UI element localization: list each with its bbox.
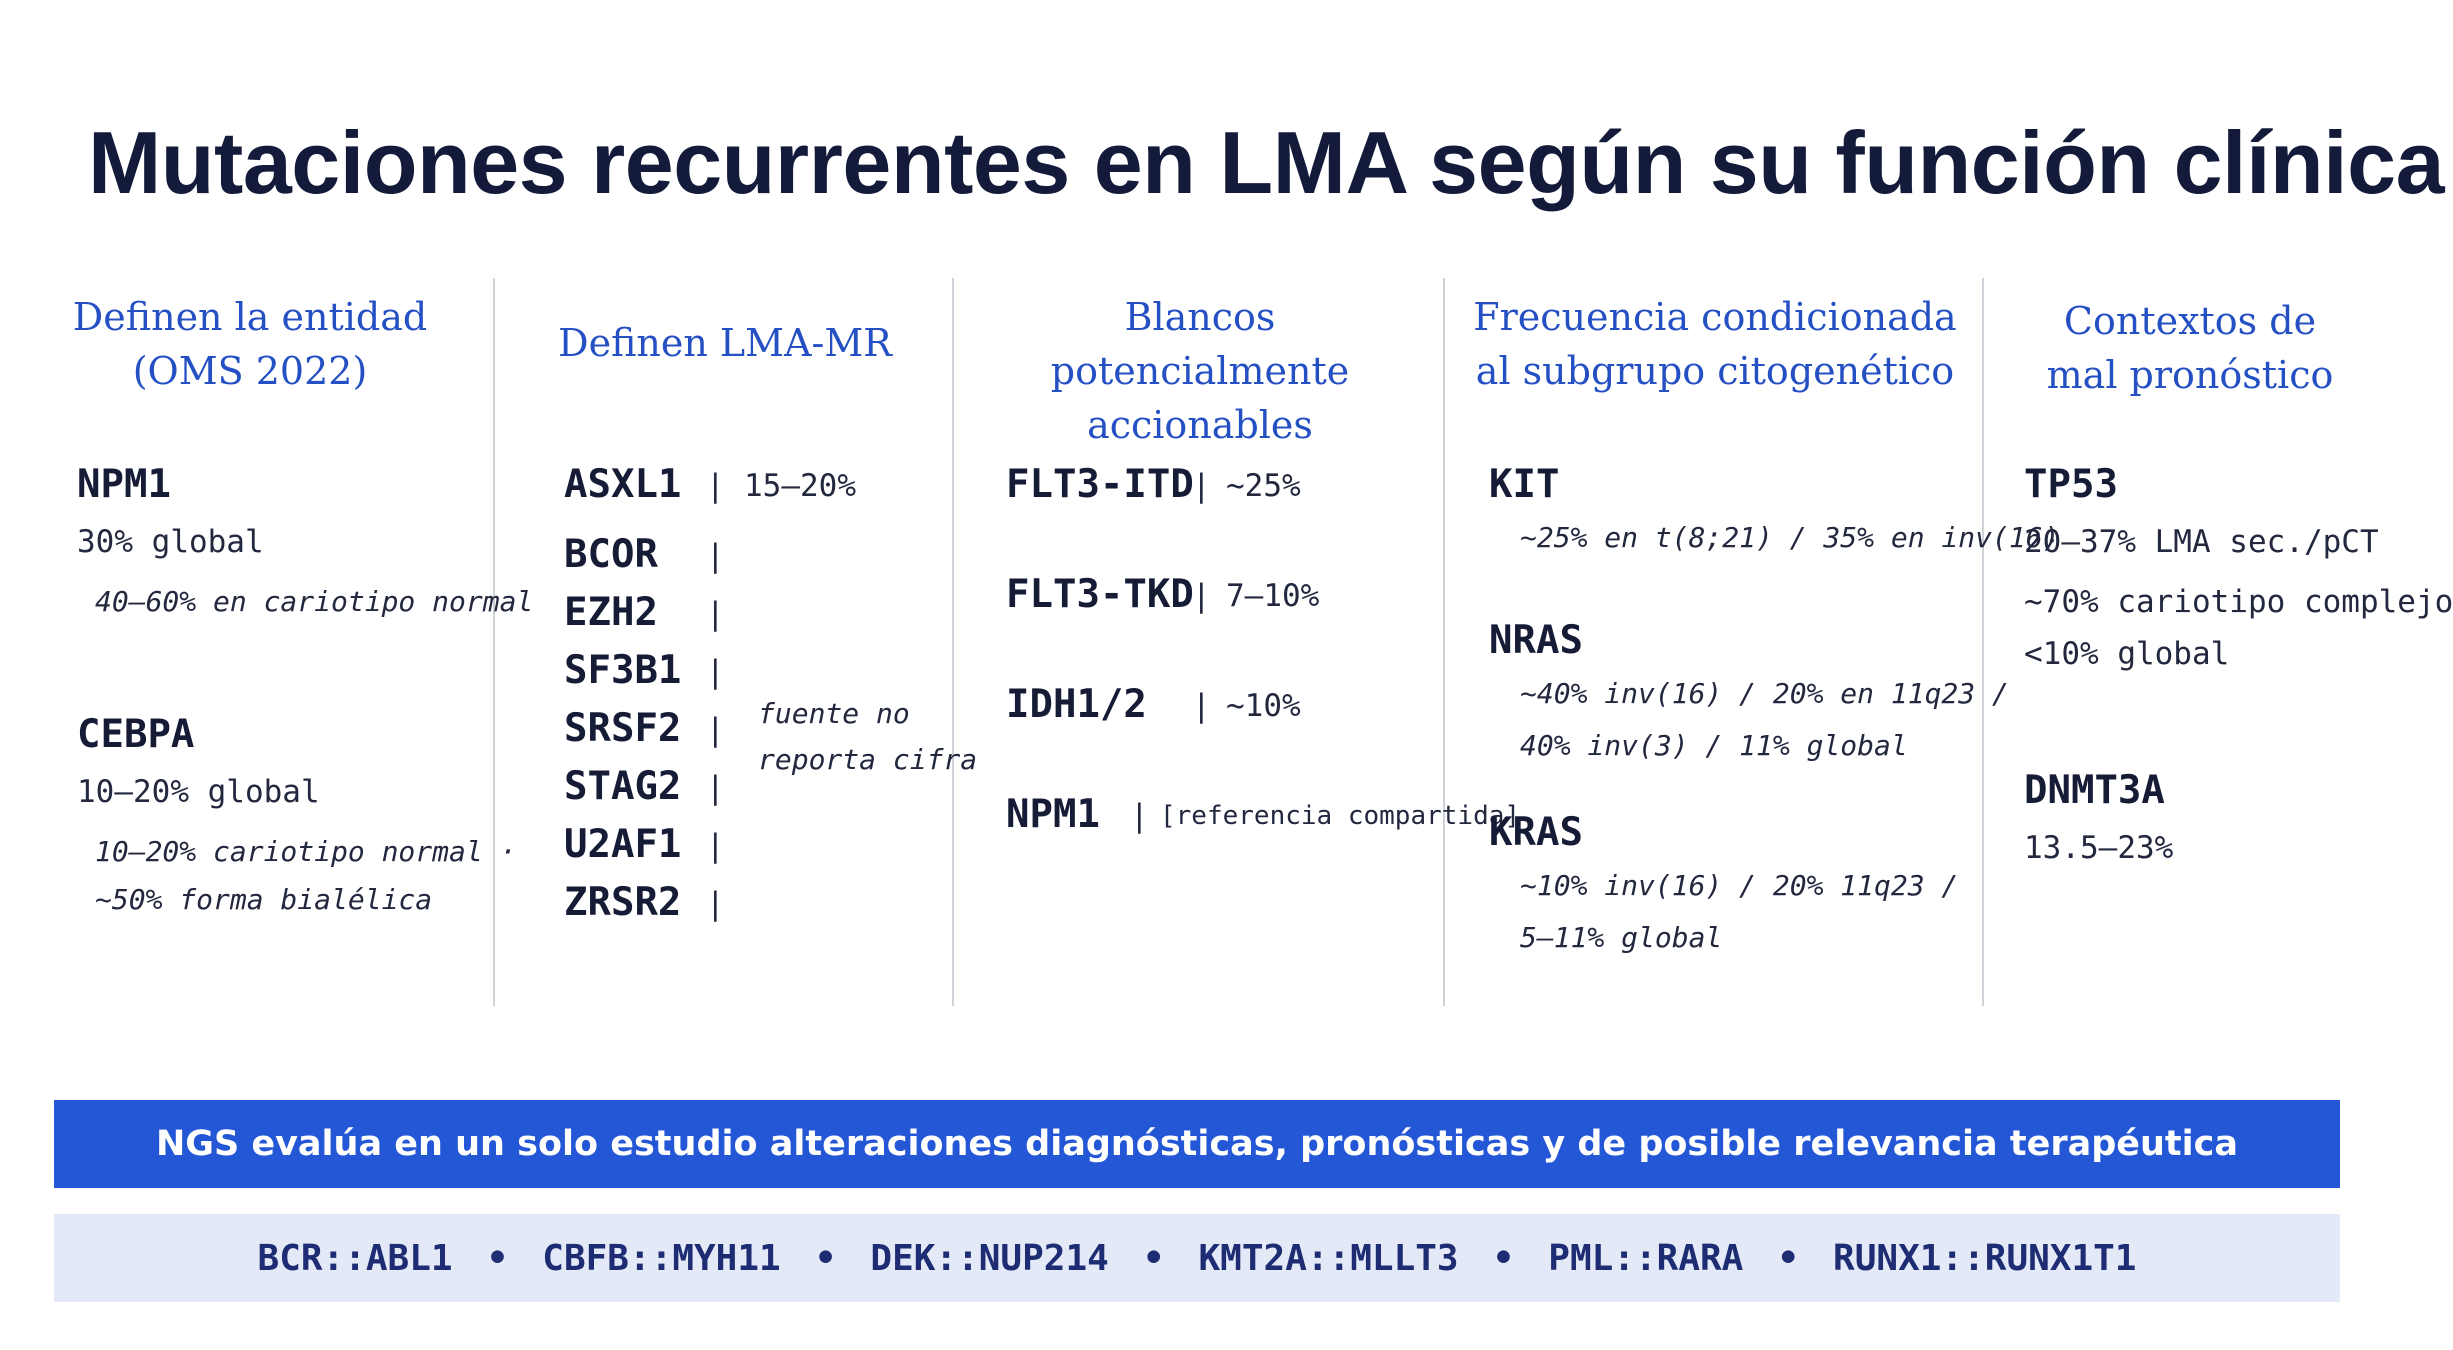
gene-u2af1: U2AF1	[564, 822, 682, 867]
ngs-banner: NGS evalúa en un solo estudio alteraciones diagnósticas, pronósticas y de posible relevancia terapéutica	[54, 1100, 2340, 1188]
gene-sf3b1: SF3B1	[564, 648, 682, 693]
fusion-gene: RUNX1::RUNX1T1	[1833, 1237, 2137, 1279]
gene-separator: |	[706, 468, 725, 504]
fusion-separator: •	[1777, 1237, 1800, 1279]
column-divider	[1443, 278, 1445, 1006]
gene-npm1: NPM1	[1006, 792, 1100, 837]
gene-frequency: [referencia compartida]	[1160, 801, 1521, 831]
gene-separator: |	[706, 538, 725, 574]
heading-line: mal pronóstico	[2046, 353, 2334, 397]
fusion-separator: •	[1142, 1237, 1165, 1279]
heading-line: Contextos de	[2063, 299, 2317, 343]
fusion-separator: •	[486, 1237, 509, 1279]
gene-separator: |	[706, 654, 725, 690]
column-divider	[952, 278, 954, 1006]
gene-frequency: ~25%	[1226, 468, 1301, 504]
fusion-gene: BCR::ABL1	[257, 1237, 453, 1279]
fusion-gene: PML::RARA	[1548, 1237, 1744, 1279]
gene-asxl1: ASXL1	[564, 462, 682, 507]
gene-frequency: 7–10%	[1226, 578, 1320, 614]
gene-tp53: TP53	[2024, 462, 2118, 507]
heading-line: Frecuencia condicionada	[1473, 295, 1957, 339]
gene-note: 5–11% global	[1520, 921, 1723, 954]
fusion-gene: DEK::NUP214	[870, 1237, 1109, 1279]
gene-flt3-tkd: FLT3-TKD	[1006, 572, 1194, 617]
heading-line: Definen la entidad	[72, 295, 428, 339]
fusion-gene: CBFB::MYH11	[542, 1237, 781, 1279]
gene-npm1: NPM1	[77, 462, 171, 507]
gene-note: 10–20% cariotipo normal ·	[95, 835, 517, 868]
heading-line: al subgrupo citogenético	[1475, 349, 1955, 393]
gene-note: fuente no	[758, 697, 910, 730]
gene-separator: |	[706, 596, 725, 632]
gene-note: reporta cifra	[758, 743, 978, 776]
gene-note: 40% inv(3) / 11% global	[1520, 729, 1908, 762]
gene-bcor: BCOR	[564, 532, 658, 577]
gene-frequency: 30% global	[77, 524, 264, 560]
gene-separator: |	[1192, 578, 1211, 614]
gene-frequency: <10% global	[2024, 636, 2230, 672]
gene-frequency: ~10%	[1226, 688, 1301, 724]
fusion-separator: •	[814, 1237, 837, 1279]
gene-note: 40–60% en cariotipo normal	[95, 585, 534, 618]
gene-frequency: 13.5–23%	[2024, 830, 2174, 866]
gene-ezh2: EZH2	[564, 590, 658, 635]
gene-note: ~10% inv(16) / 20% 11q23 /	[1520, 869, 1959, 902]
gene-nras: NRAS	[1489, 618, 1583, 663]
column-heading	[60, 290, 440, 398]
fusion-gene: KMT2A::MLLT3	[1198, 1237, 1459, 1279]
gene-kras: KRAS	[1489, 810, 1583, 855]
gene-note: ~50% forma bialélica	[95, 883, 433, 916]
gene-separator: |	[1130, 798, 1149, 834]
gene-kit: KIT	[1489, 462, 1560, 507]
gene-separator: |	[1192, 688, 1211, 724]
column-heading	[2000, 294, 2380, 402]
gene-frequency: ~70% cariotipo complejo	[2024, 584, 2453, 620]
fusion-genes-strip	[54, 1214, 2340, 1302]
gene-separator: |	[706, 828, 725, 864]
column-divider	[493, 278, 495, 1006]
column-heading: Definen LMA-MR	[558, 321, 892, 365]
gene-cebpa: CEBPA	[77, 712, 195, 757]
gene-srsf2: SRSF2	[564, 706, 682, 751]
gene-frequency: 15–20%	[744, 468, 856, 504]
gene-idh1-2: IDH1/2	[1006, 682, 1147, 727]
gene-frequency: 10–20% global	[77, 774, 320, 810]
gene-separator: |	[706, 770, 725, 806]
gene-separator: |	[1192, 468, 1211, 504]
column-heading	[1460, 290, 1970, 398]
gene-frequency: 20–37% LMA sec./pCT	[2024, 524, 2379, 560]
gene-dnmt3a: DNMT3A	[2024, 768, 2165, 813]
page-title: Mutaciones recurrentes en LMA según su función clínica	[88, 113, 2445, 212]
gene-note: ~25% en t(8;21) / 35% en inv(16)	[1520, 521, 2060, 554]
gene-zrsr2: ZRSR2	[564, 880, 682, 925]
gene-note: ~40% inv(16) / 20% en 11q23 /	[1520, 677, 2009, 710]
heading-line: accionables	[1087, 403, 1313, 447]
gene-separator: |	[706, 712, 725, 748]
fusion-separator: •	[1492, 1237, 1515, 1279]
gene-separator: |	[706, 886, 725, 922]
heading-line: Blancos potencialmente	[1050, 295, 1350, 393]
heading-line: (OMS 2022)	[132, 349, 368, 393]
gene-flt3-itd: FLT3-ITD	[1006, 462, 1194, 507]
gene-stag2: STAG2	[564, 764, 682, 809]
column-divider	[1982, 278, 1984, 1006]
column-heading	[970, 290, 1430, 452]
